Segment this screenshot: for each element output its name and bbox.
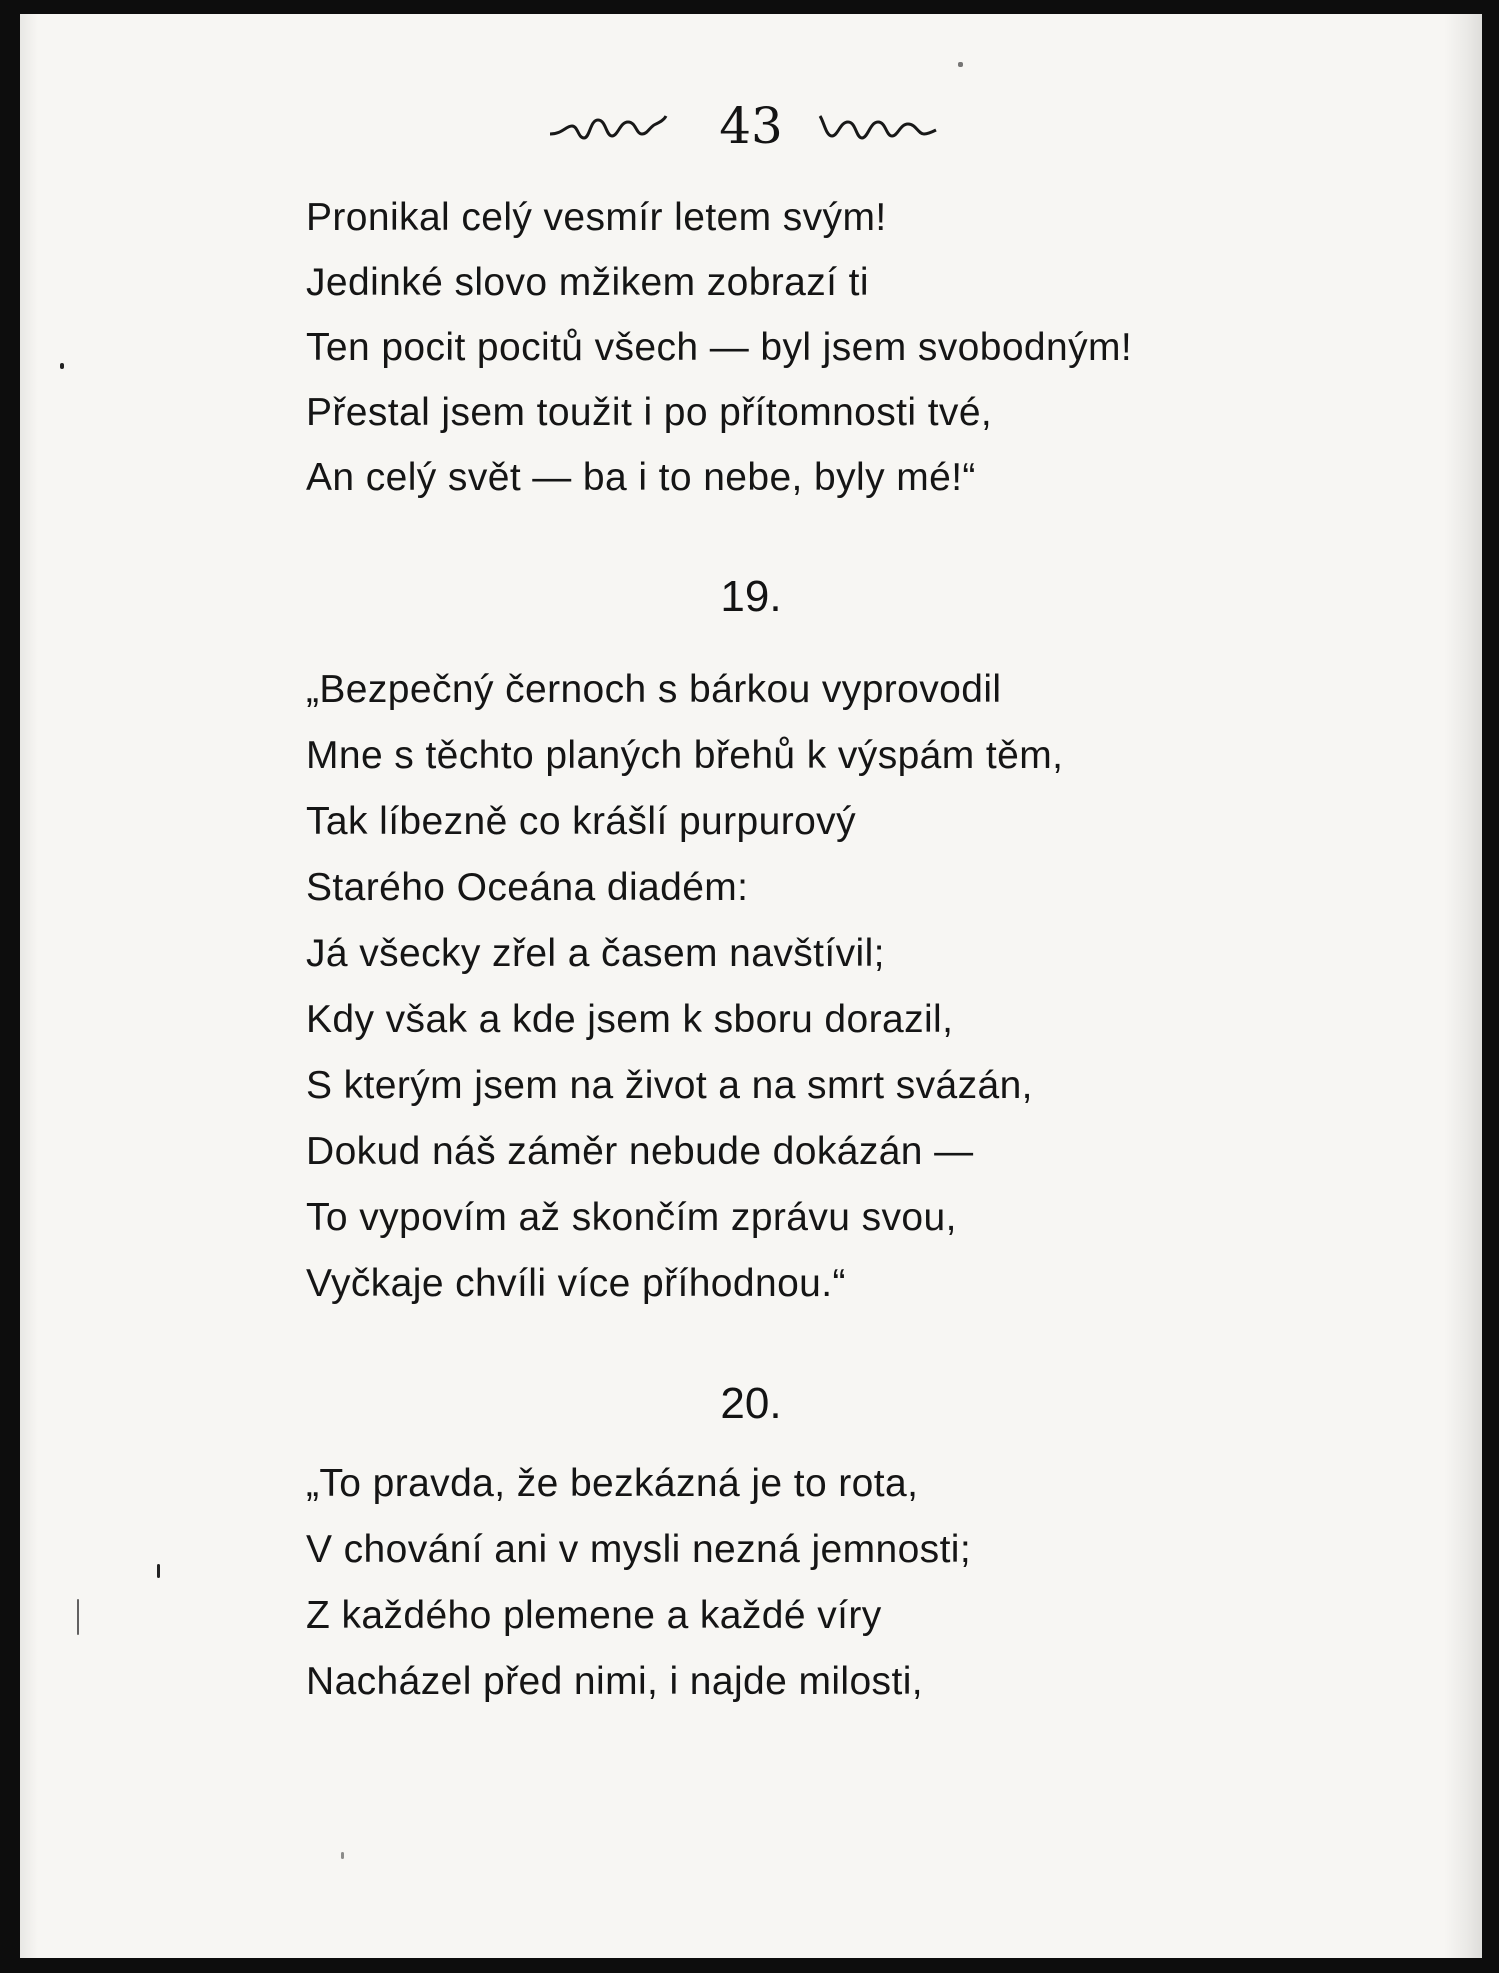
stanza-19-line-8: Dokud náš záměr nebude dokázán — <box>306 1130 974 1173</box>
opening-line-2: Jedinké slovo mžikem zobrazí ti <box>306 261 869 304</box>
stanza-19-line-3: Tak líbezně co krášlí purpurový <box>306 800 856 843</box>
stanza-20-line-2: V chování ani v mysli nezná jemnosti; <box>306 1528 972 1571</box>
opening-line-3: Ten pocit pocitů všech — byl jsem svobodným! <box>306 326 1133 369</box>
stanza-20-line-3: Z každého plemene a každé víry <box>306 1594 882 1637</box>
opening-line-5: An celý svět — ba i to nebe, byly mé!“ <box>306 456 976 499</box>
scan-speck <box>341 1852 344 1859</box>
page-shadow-right <box>1444 14 1482 1958</box>
scan-speck <box>157 1564 160 1578</box>
stanza-number-20: 20. <box>720 1379 782 1428</box>
stanza-19-line-9: To vypovím až skončím zprávu svou, <box>306 1196 957 1239</box>
scan-speck <box>77 1599 79 1635</box>
stanza-19-line-10: Vyčkaje chvíli více příhodnou.“ <box>306 1262 846 1305</box>
opening-line-1: Pronikal celý vesmír letem svým! <box>306 196 887 239</box>
page-number: 43 <box>719 97 783 155</box>
stanza-19-line-4: Starého Oceána diadém: <box>306 866 749 909</box>
scan-speck <box>60 363 64 369</box>
scan-speck <box>958 62 963 67</box>
stanza-19-line-1: „Bezpečný černoch s bárkou vyprovodil <box>306 668 1002 711</box>
stanza-number-19: 19. <box>720 572 782 621</box>
stanza-20-line-4: Nacházel před nimi, i najde milosti, <box>306 1660 923 1703</box>
page-shadow-left <box>20 14 38 1958</box>
opening-line-4: Přestal jsem toužit i po přítomnosti tvé, <box>306 391 993 434</box>
stanza-20-line-1: „To pravda, že bezkázná je to rota, <box>306 1462 919 1505</box>
stanza-19-line-5: Já všecky zřel a časem navštívil; <box>306 932 885 975</box>
page-header <box>20 96 1482 166</box>
ornament-right-icon <box>818 104 938 148</box>
stanza-19-line-2: Mne s těchto planých břehů k výspám těm, <box>306 734 1064 777</box>
ornament-left-icon <box>548 104 668 148</box>
stanza-19-line-6: Kdy však a kde jsem k sboru dorazil, <box>306 998 954 1041</box>
book-page <box>20 14 1482 1958</box>
stanza-19-line-7: S kterým jsem na život a na smrt svázán, <box>306 1064 1033 1107</box>
